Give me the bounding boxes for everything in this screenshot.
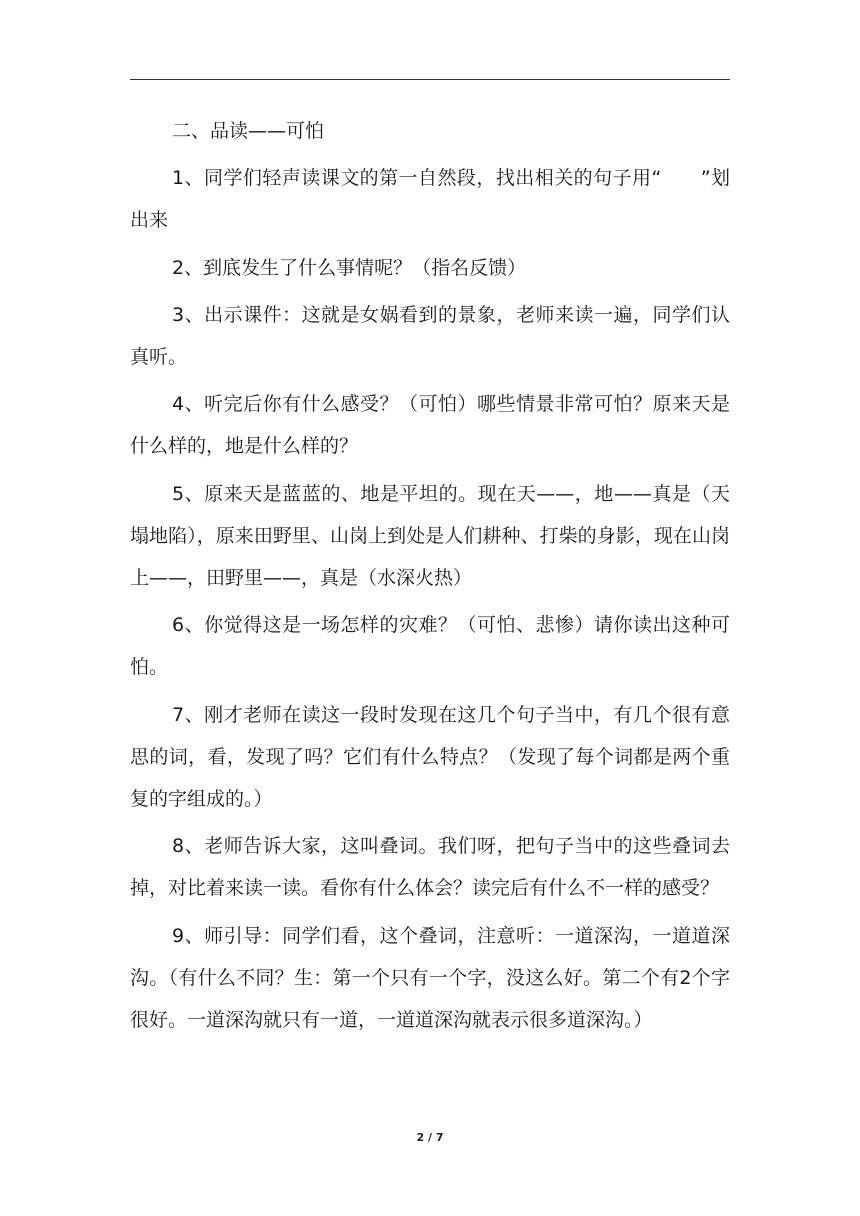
paragraph-7: 7、刚才老师在读这一段时发现在这几个句子当中，有几个很有意思的词，看，发现了吗？它们有什么特点？（发现了每个词都是两个重复的字组成的。）: [130, 703, 730, 811]
section-heading: 二、品读——可怕: [172, 120, 325, 142]
page-number: 2 / 7: [416, 1131, 444, 1144]
paragraph-1: 1、同学们轻声读课文的第一自然段，找出相关的句子用“ ”划出来: [130, 167, 730, 232]
header-rule: [130, 79, 730, 80]
paragraph-2: 2、到底发生了什么事情呢？（指名反馈）: [172, 256, 527, 279]
paragraph-4: 4、听完后你有什么感受？（可怕）哪些情景非常可怕？原来天是什么样的，地是什么样的？: [130, 393, 730, 458]
paragraph-9: 9、师引导：同学们看，这个叠词，注意听：一道深沟，一道道深沟。（有什么不同？生：第一个只有一个字，没这么好。第二个有2个字很好。一道深沟就只有一道，一道道深沟就表示很多道深沟。）: [130, 924, 730, 1032]
paragraph-8: 8、老师告诉大家，这叫叠词。我们呀，把句子当中的这些叠词去掉，对比着来读一读。看你有什么体会？读完后有什么不一样的感受？: [130, 835, 730, 900]
paragraph-3: 3、出示课件：这就是女娲看到的景象，老师来读一遍，同学们认真听。: [130, 303, 730, 369]
paragraph-6: 6、你觉得这是一场怎样的灾难？（可怕、悲惨）请你读出这种可怕。: [130, 614, 730, 679]
paragraph-5: 5、原来天是蓝蓝的、地是平坦的。现在天——，地——真是（天塌地陷），原来田野里、山岗上到处是人们耕种、打柴的身影，现在山岗上——，田野里——，真是（水深火热）: [130, 482, 730, 590]
document-body: [130, 110, 730, 1046]
